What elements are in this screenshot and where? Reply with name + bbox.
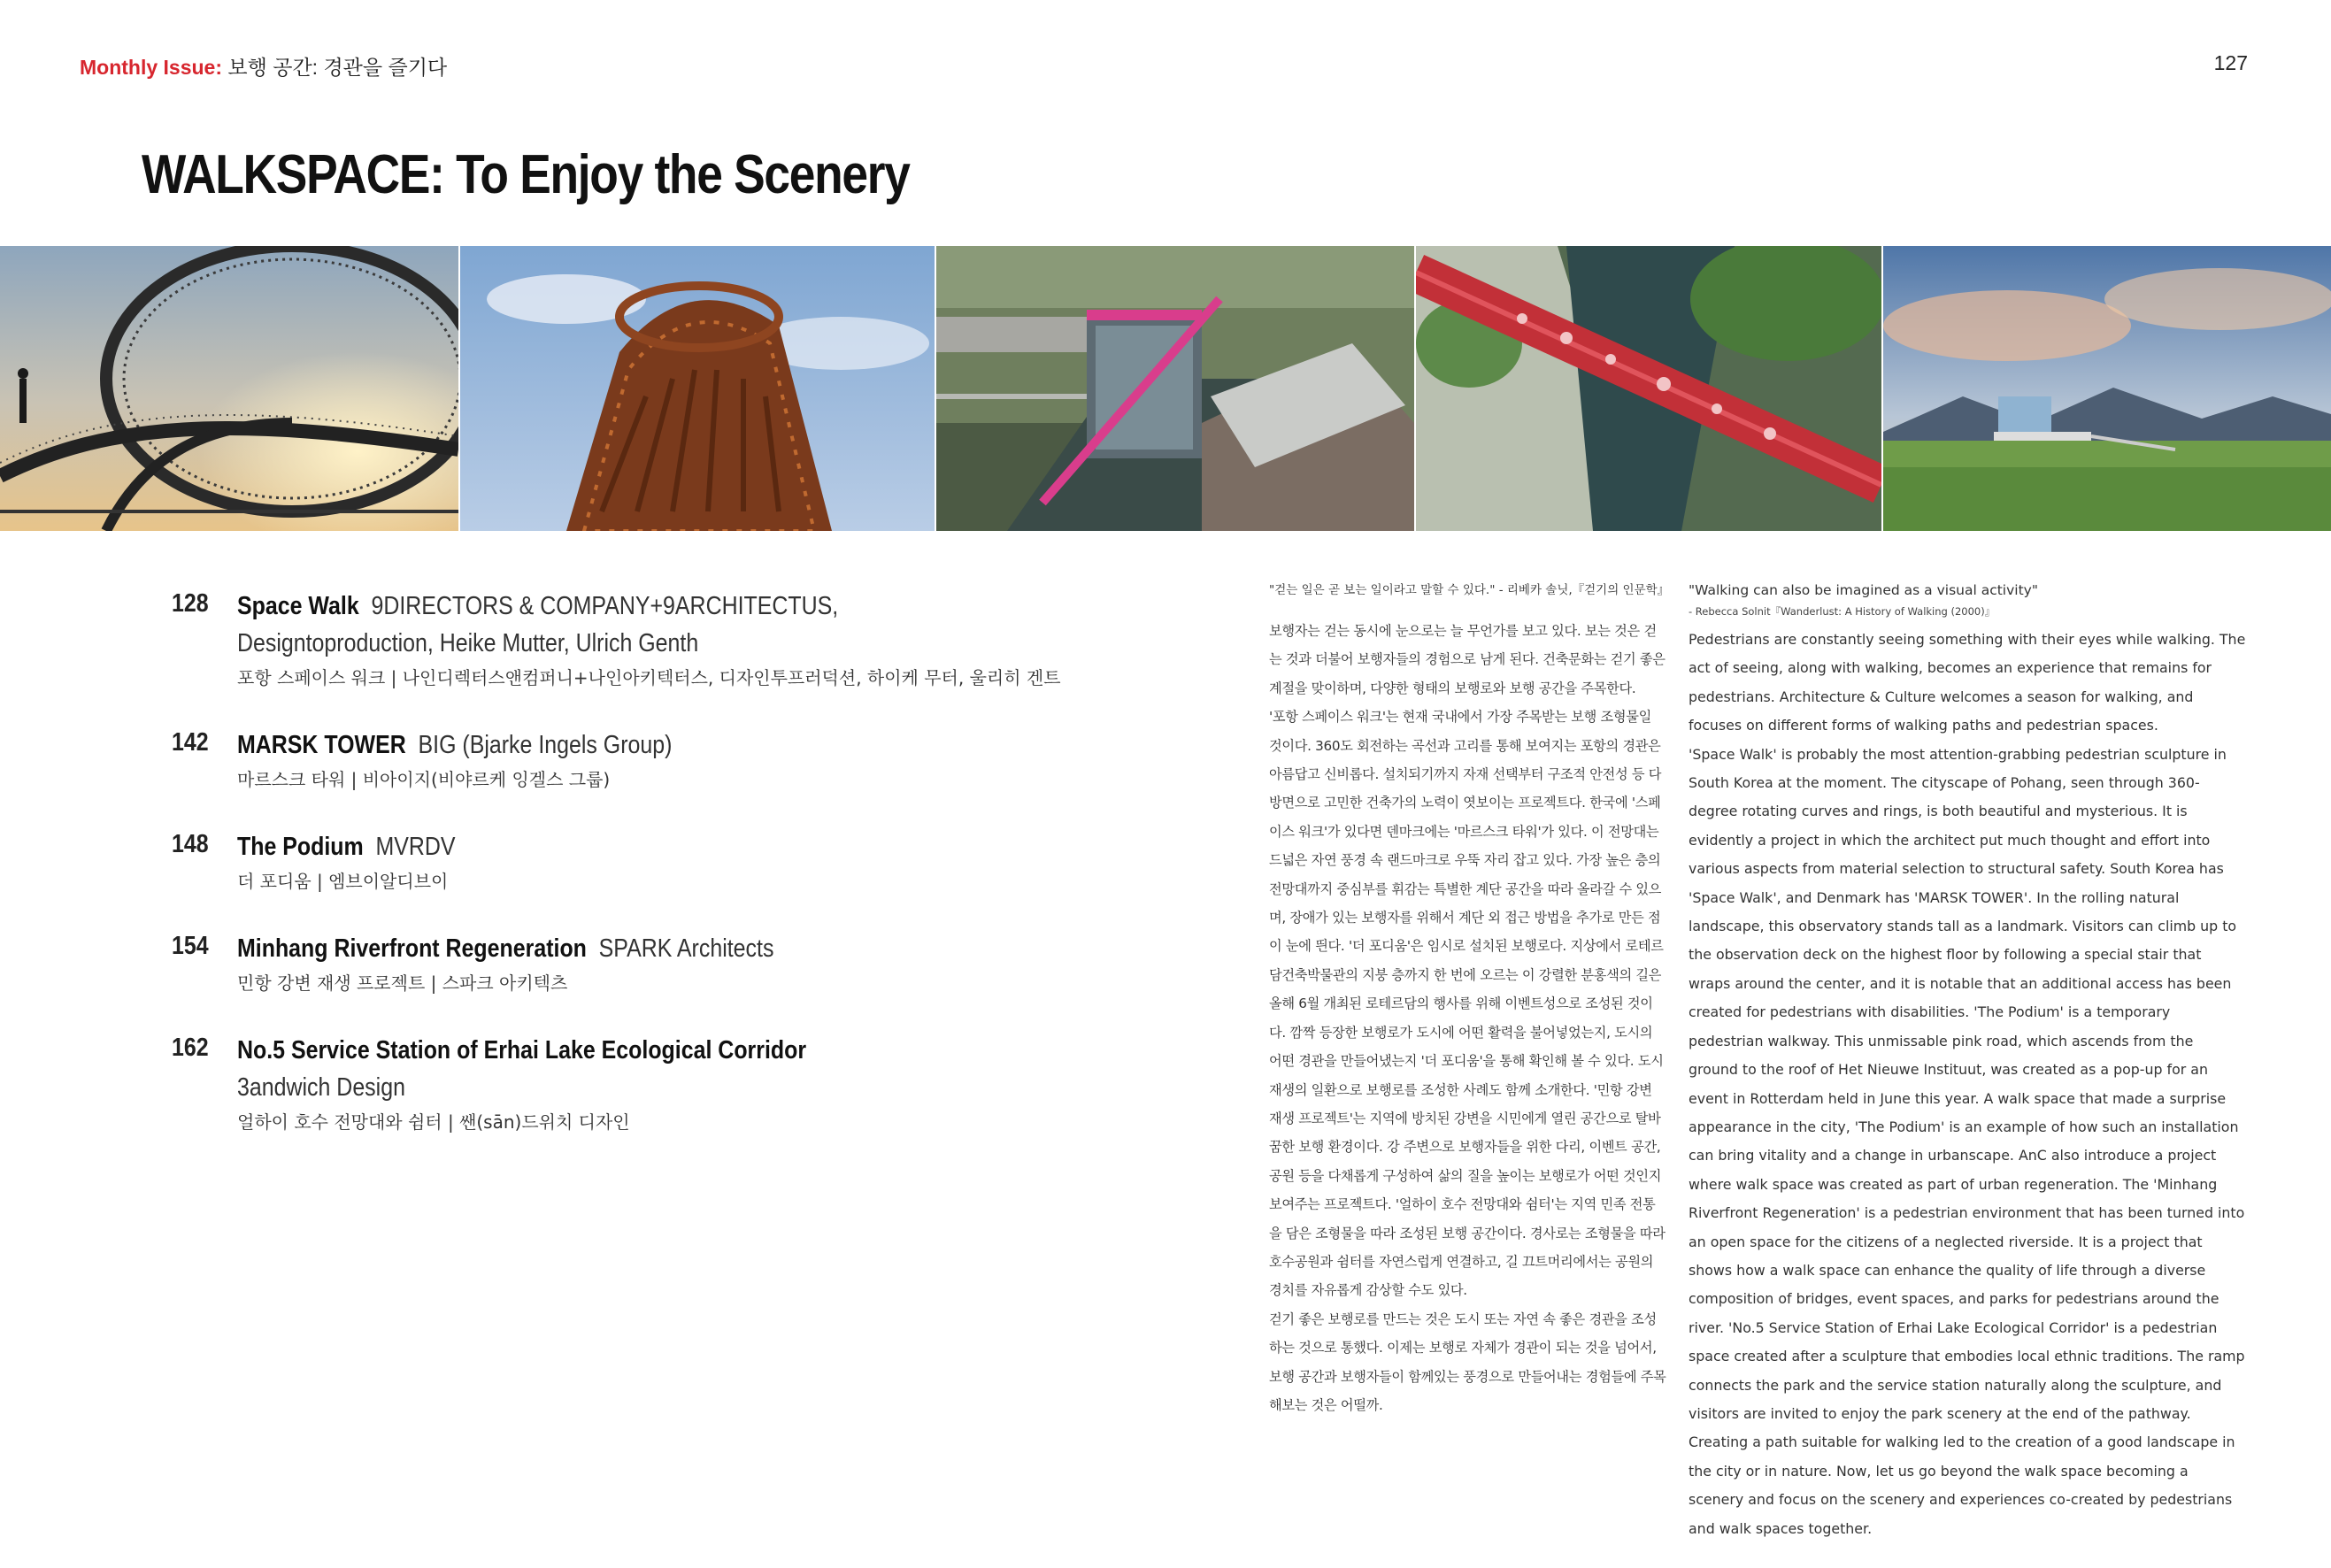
section-label: Monthly Issue:: [80, 56, 223, 79]
contents-list: [172, 588, 1163, 1171]
toc-entry-the-podium[interactable]: [172, 828, 1163, 897]
erhai-lake-station-photo: [1883, 246, 2331, 531]
page-number: 127: [2213, 51, 2248, 74]
english-paragraph-1: Pedestrians are constantly seeing something with their eyes while walking. The act of seeing, along with walking, becomes an experience that remains for pedestrians. Architecture & Culture welcomes a season for walking, and focuses on different forms of walking paths and pedestrian spaces.: [1689, 631, 2246, 734]
korean-text-column: [1269, 580, 1670, 1419]
project-name: Space Walk: [237, 592, 359, 620]
toc-page-number: 128: [172, 589, 209, 618]
toc-entry-marsk-tower[interactable]: [172, 726, 1163, 796]
korean-paragraph-2: '포항 스페이스 워크'는 현재 국내에서 가장 주목받는 보행 조형물일 것이다. 360도 회전하는 곡선과 고리를 통해 보여지는 포항의 경관은 아름답고 신비롭다. 설치되기까지 자재 선택부터 구조적 안전성 등 다방면으로 고민한 건축가의 노력이 엿보이는 프로젝트다. 한국에 '스페이스 워크'가 있다면 덴마크에는 '마르스크 타워'가 있다. 이 전망대는 드넓은 자연 풍경 속 랜드마크로 우뚝 자리 잡고 있다. 가장 높은 층의 전망대까지 중심부를 휘감는 특별한 계단 공간을 따라 올라갈 수 있으며, 장애가 있는 보행자를 위해서 계단 외 접근 방법을 추가로 만든 점이 눈에 띈다. '더 포디움'은 임시로 설치된 보행로다. 지상에서 로테르담건축박물관의 지붕 층까지 한 번에 오르는 이 강렬한 분홍색의 길은 올해 6월 개최된 로테르담의 행사를 위해 이벤트성으로 조성된 것이다. 깜짝 등장한 보행로가 도시에 어떤 활력을 불어넣었는지, 도시의 어떤 경관을 만들어냈는지 '더 포디움'을 통해 확인해 볼 수 있다. 도시 재생의 일환으로 보행로를 조성한 사례도 함께 소개한다. '민항 강변 재생 프로젝트'는 지역에 방치된 강변을 시민에게 열린 공간으로 탈바꿈한 보행 환경이다. 강 주변으로 보행자들을 위한 다리, 이벤트 공간, 공원 등을 다채롭게 구성하여 삶의 질을 높이는 보행로가 어떤 것인지 보여주는 프로젝트다. '얼하이 호수 전망대와 쉼터'는 지역 민족 전통을 담은 조형물을 따라 조성된 보행 공간이다. 경사로는 조형물을 따라 호수공원과 쉼터를 자연스럽게 연결하고, 길 끄트머리에서는 공원의 경치를 자유롭게 감상할 수도 있다.: [1269, 709, 1666, 1299]
korean-credit: 더 포디움 | 엠브이알디브이: [237, 871, 449, 892]
korean-epigraph: "걷는 일은 곧 보는 일이라고 말할 수 있다." - 리베카 솔닛,『걷기의 인문학』: [1269, 583, 1670, 597]
photo-strip: [0, 246, 2331, 531]
running-header: [80, 51, 447, 81]
toc-page-number: 154: [172, 932, 209, 960]
architects: SPARK Architects: [598, 934, 774, 963]
the-podium-aerial-photo: [936, 246, 1414, 531]
architects: 3andwich Design: [237, 1073, 405, 1102]
english-text-column: [1689, 580, 2246, 1543]
project-name: Minhang Riverfront Regeneration: [237, 934, 587, 963]
section-title: 보행 공간: 경관을 즐기다: [227, 56, 448, 79]
korean-paragraph-1: 보행자는 걷는 동시에 눈으로는 늘 무언가를 보고 있다. 보는 것은 걷는 것과 더불어 보행자들의 경험으로 남게 된다. 건축문화는 걷기 좋은 계절을 맞이하며, 다양한 형태의 보행로와 보행 공간을 주목한다.: [1269, 623, 1666, 696]
epigraph-source: - Rebecca Solnit『Wanderlust: A History of Walking (2000)』: [1689, 605, 1996, 618]
project-name: MARSK TOWER: [237, 731, 406, 759]
english-paragraph-3: Creating a path suitable for walking led to the creation of a good landscape in the city or in nature. Now, let us go beyond the walk space becoming a scenery and focus on the scenery and experiences co-created by pedestrians and walk spaces together.: [1689, 1433, 2235, 1537]
project-name: No.5 Service Station of Erhai Lake Ecological Corridor: [237, 1036, 807, 1065]
toc-entry-space-walk[interactable]: [172, 588, 1163, 694]
minhang-red-bridge-photo: [1416, 246, 1881, 531]
project-name: The Podium: [237, 833, 364, 861]
architects: 9DIRECTORS & COMPANY+9ARCHITECTUS,: [371, 592, 839, 620]
korean-credit: 민항 강변 재생 프로젝트 | 스파크 아키텍츠: [237, 972, 568, 994]
toc-entry-erhai[interactable]: [172, 1032, 1163, 1138]
korean-credit: 마르스크 타워 | 비아이지(비야르케 잉겔스 그룹): [237, 769, 611, 790]
toc-page-number: 148: [172, 830, 209, 858]
korean-credit: 포항 스페이스 워크 | 나인디렉터스앤컴퍼니+나인아키텍터스, 디자인투프러덕션, 하이케 무터, 울리히 겐트: [237, 667, 1061, 688]
space-walk-ring-photo: [0, 246, 458, 531]
architects: MVRDV: [375, 833, 456, 861]
toc-entry-minhang[interactable]: [172, 930, 1163, 999]
korean-paragraph-3: 걷기 좋은 보행로를 만드는 것은 도시 또는 자연 속 좋은 경관을 조성하는 것으로 통했다. 이제는 보행로 자체가 경관이 되는 것을 넘어서, 보행 공간과 보행자들이 함께있는 풍경으로 만들어내는 경험들에 주목해보는 것은 어떨까.: [1269, 1311, 1666, 1413]
toc-page-number: 162: [172, 1034, 209, 1062]
marsk-tower-photo: [460, 246, 935, 531]
architects-continued: Designtoproduction, Heike Mutter, Ulrich Genth: [237, 629, 699, 657]
toc-page-number: 142: [172, 728, 209, 757]
korean-credit: 얼하이 호수 전망대와 쉼터 | 쌘(sān)드위치 디자인: [237, 1111, 630, 1133]
english-paragraph-2: 'Space Walk' is probably the most attention-grabbing pedestrian sculpture in South Korea at the moment. The cityscape of Pohang, seen through 360-degree rotating curves and rings, is both beautiful and mysterious. It is evidently a project in which the architect put much thought and effort into various aspects from material selection to structural safety. South Korea has 'Space Walk', and Denmark has 'MARSK TOWER'. In the rolling natural landscape, this observatory stands tall as a landmark. Visitors can climb up to the observation deck on the highest floor by following a special stair that wraps around the center, and it is notable that an additional access has been created for pedestrians with disabilities. 'The Podium' is a temporary pedestrian walkway. This unmissable pink road, which ascends from the ground to the roof of Het Nieuwe Instituut, was created as a pop-up for an event in Rotterdam held in June this year. A walk space that made a surprise appearance in the city, 'The Podium' is an example of how such an installation can bring vitality and a change in urbanscape. AnC also introduce a project where walk space was created as part of urban regeneration. The 'Minhang Riverfront Regeneration' is a pedestrian environment that has been turned into an open space for the citizens of a neglected riverside. It is a project that shows how a walk space can enhance the quality of life through a diverse composition of bridges, event spaces, and parks for pedestrians around the river. 'No.5 Service Station of Erhai Lake Ecological Corridor' is a pedestrian space created after a sculpture that embodies local ethnic traditions. The ramp connects the park and the service station naturally along the sculpture, and visitors are invited to enjoy the park scenery at the end of the pathway.: [1689, 745, 2245, 1422]
page-title: WALKSPACE: To Enjoy the Scenery: [142, 144, 910, 205]
english-epigraph: "Walking can also be imagined as a visual activity": [1689, 582, 2038, 598]
architects: BIG (Bjarke Ingels Group): [418, 731, 673, 759]
